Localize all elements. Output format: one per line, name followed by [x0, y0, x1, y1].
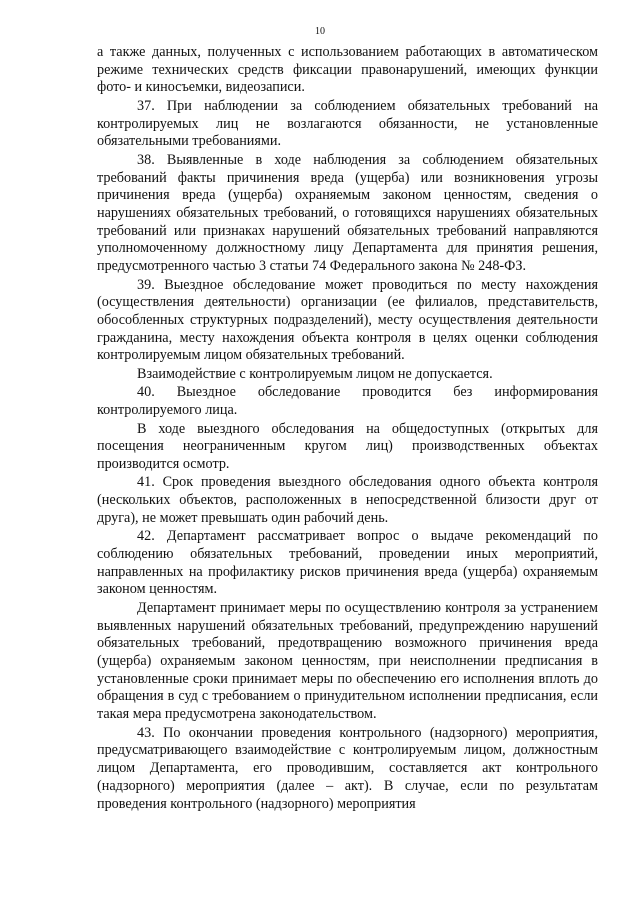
page-number: 10: [315, 26, 325, 37]
paragraph-41: 41. Срок проведения выездного обследования одного объекта контроля (нескольких объектов, расположенных в непосредственной близости друг от друга), не может превышать один рабочий день.: [97, 474, 598, 526]
paragraph-38: 38. Выявленные в ходе наблюдения за соблюдением обязательных требований факты причинения вреда (ущерба) или возникновения угрозы причинения вреда (ущерба) охраняемым законом ценностям, сведения о нарушениях обязательных требований, о готовящихся нарушениях обязательных требований или признаках нарушений обязательных требований направляются уполномоченному должностному лицу Департамента для принятия решения, предусмотренного частью 3 статьи 74 Федерального закона № 248-ФЗ.: [97, 151, 598, 275]
paragraph-40: 40. Выездное обследование проводится без информирования контролируемого лица.: [97, 384, 598, 419]
document-body: [97, 44, 598, 813]
paragraph-39: 39. Выездное обследование может проводиться по месту нахождения (осуществления деятельности) организации (ее филиалов, представительств, обособленных структурных подразделений), месту осуществления деятельности гражданина, месту нахождения объекта контроля в целях оценки соблюдения контролируемым лицом обязательных требований.: [97, 276, 598, 364]
paragraph-42: 42. Департамент рассматривает вопрос о выдаче рекомендаций по соблюдению обязательных требований, проведении иных мероприятий, направленных на профилактику рисков причинения вреда (ущерба) охраняемым законом ценностям.: [97, 528, 598, 598]
paragraph-39-note: Взаимодействие с контролируемым лицом не допускается.: [137, 365, 493, 382]
paragraph-42-measures: Департамент принимает меры по осуществлению контроля за устранением выявленных нарушений обязательных требований, предупреждению нарушений обязательных требований, предотвращению возможного причинения вреда (ущерба) охраняемым законом ценностям, при неисполнении предписания в установленные сроки принимает меры по обеспечению его исполнения вплоть до обращения в суд с требованием о принудительном исполнении предписания, если такая мера предусмотрена законодательством.: [97, 599, 598, 723]
paragraph-continuation: а также данных, полученных с использованием работающих в автоматическом режиме технических средств фиксации правонарушений, имеющих функции фото- и киносъемки, видеозаписи.: [97, 44, 598, 96]
paragraph-37: 37. При наблюдении за соблюдением обязательных требований на контролируемых лиц не возлагаются обязанности, не установленные обязательными требованиями.: [97, 97, 598, 150]
paragraph-43: 43. По окончании проведения контрольного (надзорного) мероприятия, предусматривающего взаимодействие с контролируемым лицом, должностным лицом Департамента, его проводившим, составляется акт контрольного (надзорного) мероприятия (далее – акт). В случае, если по результатам проведения контрольного (надзорного) мероприятия: [97, 724, 598, 812]
paragraph-40-inspection: В ходе выездного обследования на общедоступных (открытых для посещения неограниченным кругом лиц) производственных объектах производится осмотр.: [97, 420, 598, 472]
